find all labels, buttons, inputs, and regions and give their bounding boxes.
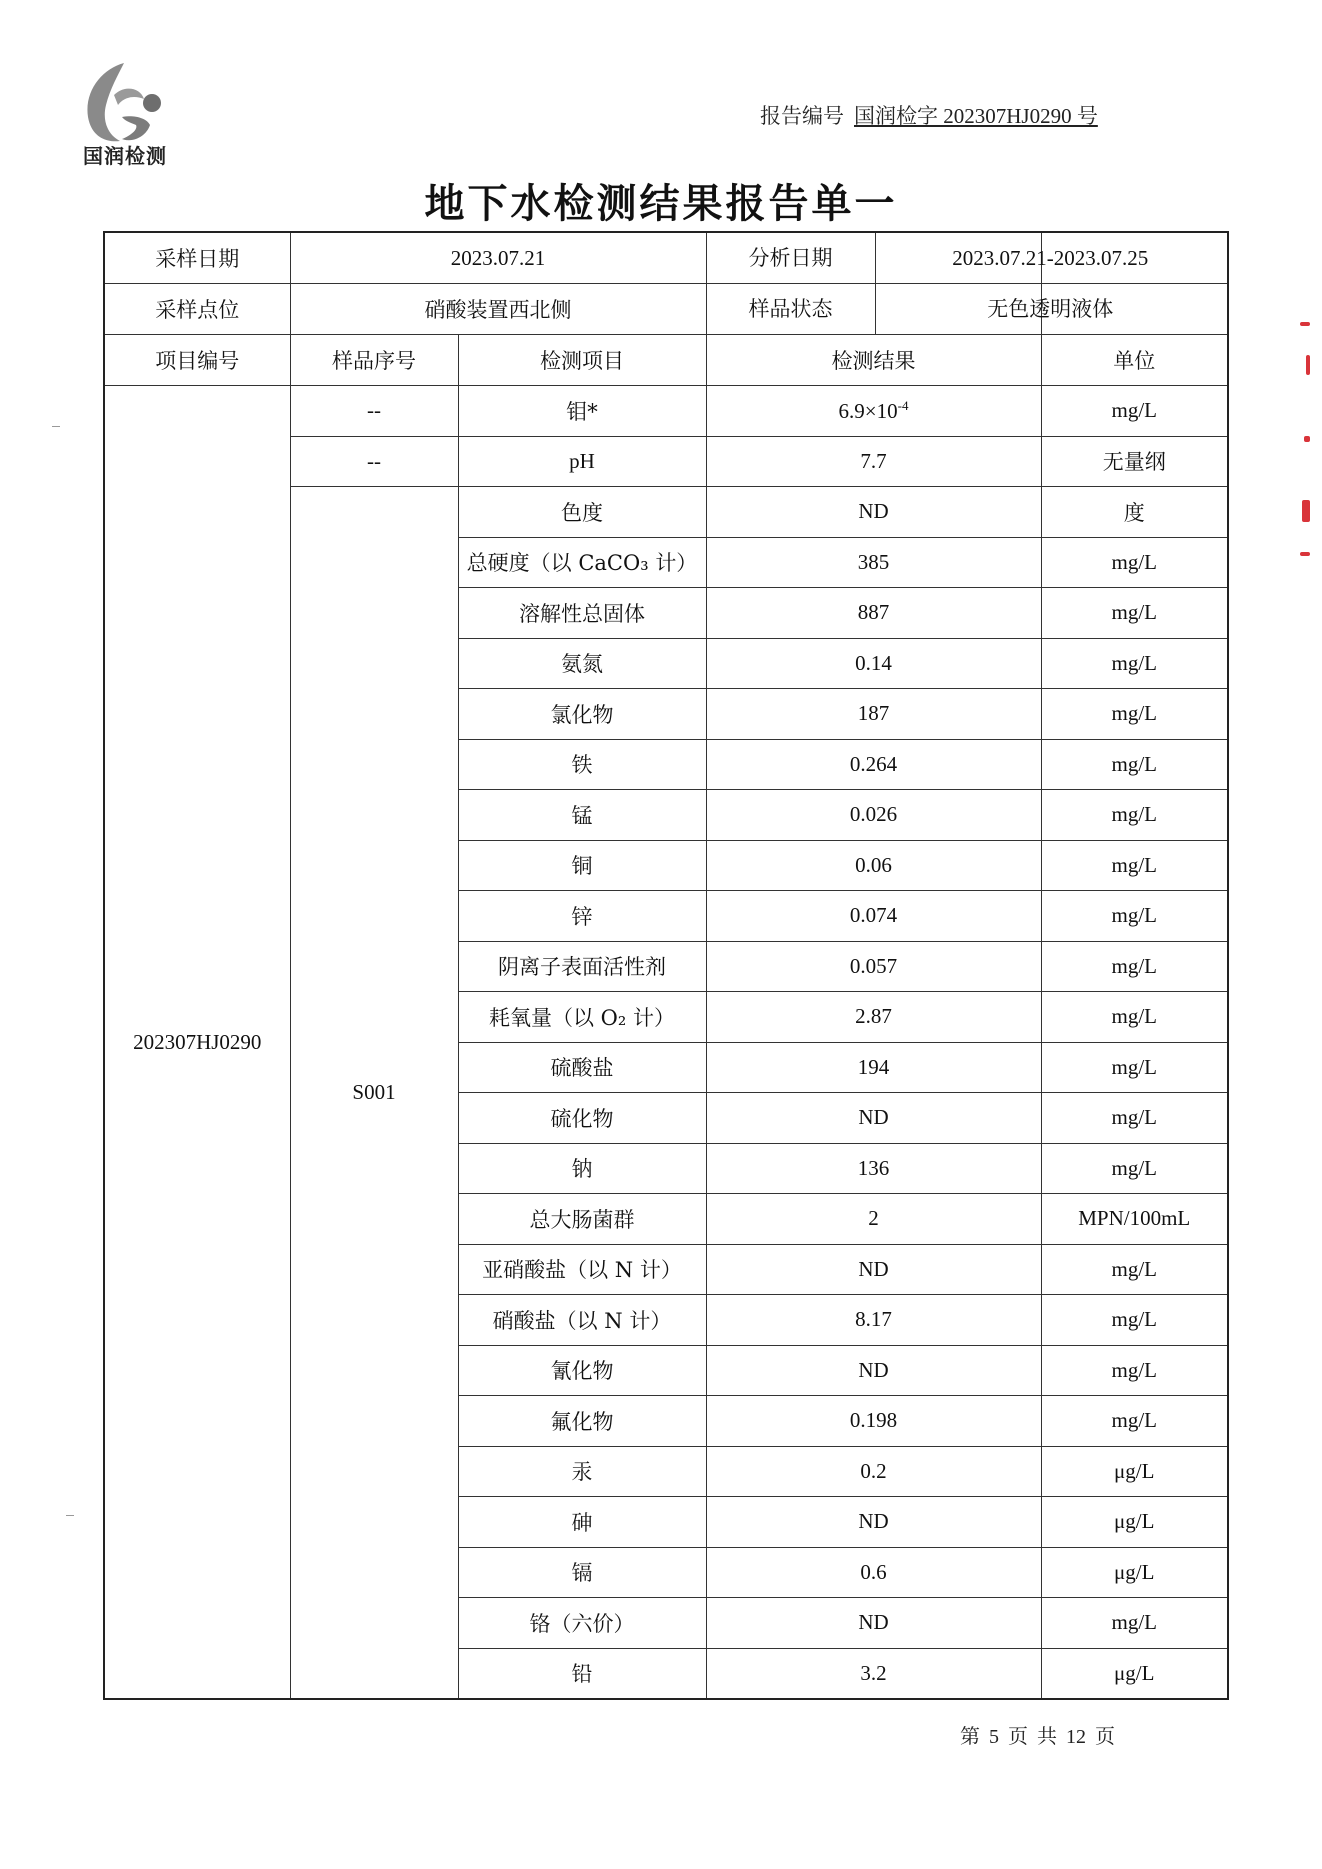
sample-seq-cell: -- <box>290 436 458 487</box>
result-base: 6.9×10 <box>838 398 898 423</box>
unit-cell: 度 <box>1041 487 1228 538</box>
item-cell: 汞 <box>458 1446 706 1497</box>
unit-cell: μg/L <box>1041 1446 1228 1497</box>
scan-speck <box>52 426 60 427</box>
item-cell: 耗氧量（以 O₂ 计） <box>458 992 706 1043</box>
result-cell: ND <box>706 1345 1041 1396</box>
sample-state-value-cell <box>987 284 1228 335</box>
col-header-unit: 单位 <box>1041 335 1228 386</box>
unit-cell: mg/L <box>1041 941 1228 992</box>
item-cell: 镉 <box>458 1547 706 1598</box>
column-header-row <box>104 335 1228 386</box>
result-cell: 2 <box>706 1194 1041 1245</box>
result-cell: ND <box>706 1093 1041 1144</box>
stamp-edge-mark <box>1306 355 1310 375</box>
item-cell: 溶解性总固体 <box>458 588 706 639</box>
item-cell: 硫化物 <box>458 1093 706 1144</box>
result-cell: ND <box>706 1497 1041 1548</box>
sampling-site-value: 硝酸装置西北侧 <box>290 284 706 335</box>
unit-cell: MPN/100mL <box>1041 1194 1228 1245</box>
item-cell: 氯化物 <box>458 689 706 740</box>
item-cell: 铁 <box>458 739 706 790</box>
result-cell: 0.6 <box>706 1547 1041 1598</box>
result-cell: 0.14 <box>706 638 1041 689</box>
unit-cell: mg/L <box>1041 992 1228 1043</box>
unit-cell: mg/L <box>1041 1345 1228 1396</box>
item-cell: 铅 <box>458 1648 706 1699</box>
item-cell: 总硬度（以 CaCO₃ 计） <box>458 537 706 588</box>
stamp-edge-mark <box>1300 552 1310 556</box>
col-header-sample-seq: 样品序号 <box>290 335 458 386</box>
result-cell: 385 <box>706 537 1041 588</box>
result-exponent: -4 <box>897 397 909 413</box>
result-cell: 8.17 <box>706 1295 1041 1346</box>
result-cell: 887 <box>706 588 1041 639</box>
item-cell: 氰化物 <box>458 1345 706 1396</box>
result-cell: ND <box>706 487 1041 538</box>
item-cell: 氨氮 <box>458 638 706 689</box>
unit-cell: mg/L <box>1041 790 1228 841</box>
scan-speck <box>66 1515 74 1516</box>
item-cell: 钼* <box>458 386 706 437</box>
result-cell: ND <box>706 1244 1041 1295</box>
unit-cell: 无量纲 <box>1041 436 1228 487</box>
result-cell: 0.06 <box>706 840 1041 891</box>
unit-cell: μg/L <box>1041 1497 1228 1548</box>
unit-cell: mg/L <box>1041 739 1228 790</box>
unit-cell: mg/L <box>1041 689 1228 740</box>
page-title: 地下水检测结果报告单一 <box>424 181 898 227</box>
item-cell: 钠 <box>458 1143 706 1194</box>
col-header-result: 检测结果 <box>706 335 1041 386</box>
unit-cell: mg/L <box>1041 891 1228 942</box>
report-number-value: 国润检字 202307HJ0290 号 <box>854 104 1098 128</box>
result-cell: 0.074 <box>706 891 1041 942</box>
item-cell: 砷 <box>458 1497 706 1548</box>
logo-text: 国润检测 <box>83 144 167 168</box>
unit-cell: mg/L <box>1041 588 1228 639</box>
stamp-edge-mark <box>1304 436 1310 442</box>
unit-cell: mg/L <box>1041 840 1228 891</box>
analysis-date-value: 2023.07.21-2023.07.25 <box>952 246 1149 270</box>
unit-cell: mg/L <box>1041 1598 1228 1649</box>
result-cell: 3.2 <box>706 1648 1041 1699</box>
sampling-site-label: 采样点位 <box>104 284 290 335</box>
unit-cell: mg/L <box>1041 1143 1228 1194</box>
sampling-date-value: 2023.07.21 <box>290 232 706 284</box>
item-cell: 氟化物 <box>458 1396 706 1447</box>
item-cell: 阴离子表面活性剂 <box>458 941 706 992</box>
unit-cell: mg/L <box>1041 1396 1228 1447</box>
result-cell <box>706 386 1041 437</box>
item-cell: 硫酸盐 <box>458 1042 706 1093</box>
item-cell: 锌 <box>458 891 706 942</box>
item-cell: 铬（六价） <box>458 1598 706 1649</box>
report-number-label: 报告编号 <box>760 104 844 128</box>
result-cell: 136 <box>706 1143 1041 1194</box>
result-cell: 0.057 <box>706 941 1041 992</box>
project-no-cell: 202307HJ0290 <box>104 386 290 1700</box>
table-row <box>104 386 1228 437</box>
sampling-date-label: 采样日期 <box>104 232 290 284</box>
unit-cell: mg/L <box>1041 1042 1228 1093</box>
item-cell: 色度 <box>458 487 706 538</box>
analysis-date-value-cell <box>952 232 1228 284</box>
unit-cell: mg/L <box>1041 386 1228 437</box>
sample-state-value: 无色透明液体 <box>987 297 1114 321</box>
results-table <box>103 231 1229 1700</box>
unit-cell: mg/L <box>1041 638 1228 689</box>
info-row-dates <box>104 232 1228 284</box>
unit-cell: mg/L <box>1041 1295 1228 1346</box>
col-header-project-no: 项目编号 <box>104 335 290 386</box>
item-cell: 总大肠菌群 <box>458 1194 706 1245</box>
result-cell: 187 <box>706 689 1041 740</box>
result-cell: 0.2 <box>706 1446 1041 1497</box>
item-cell: 锰 <box>458 790 706 841</box>
result-cell: 194 <box>706 1042 1041 1093</box>
analysis-date-label: 分析日期 <box>707 233 876 283</box>
col-header-item: 检测项目 <box>458 335 706 386</box>
result-cell: 0.026 <box>706 790 1041 841</box>
info-row-site <box>104 284 1228 335</box>
item-cell: 硝酸盐（以 N 计） <box>458 1295 706 1346</box>
stamp-edge-mark <box>1302 500 1310 522</box>
item-cell: 亚硝酸盐（以 N 计） <box>458 1244 706 1295</box>
unit-cell: mg/L <box>1041 537 1228 588</box>
report-number <box>760 100 1240 130</box>
item-cell: 铜 <box>458 840 706 891</box>
sample-seq-cell: S001 <box>290 487 458 1700</box>
result-cell: 2.87 <box>706 992 1041 1043</box>
unit-cell: μg/L <box>1041 1547 1228 1598</box>
unit-cell: μg/L <box>1041 1648 1228 1699</box>
result-cell: 0.264 <box>706 739 1041 790</box>
sample-state-label: 样品状态 <box>707 284 876 334</box>
result-cell: 0.198 <box>706 1396 1041 1447</box>
unit-cell: mg/L <box>1041 1093 1228 1144</box>
unit-cell: mg/L <box>1041 1244 1228 1295</box>
item-cell: pH <box>458 436 706 487</box>
sample-seq-cell: -- <box>290 386 458 437</box>
stamp-edge-mark <box>1300 322 1310 326</box>
page-number: 第 5 页 共 12 页 <box>960 1726 1115 1748</box>
result-cell: 7.7 <box>706 436 1041 487</box>
result-cell: ND <box>706 1598 1041 1649</box>
